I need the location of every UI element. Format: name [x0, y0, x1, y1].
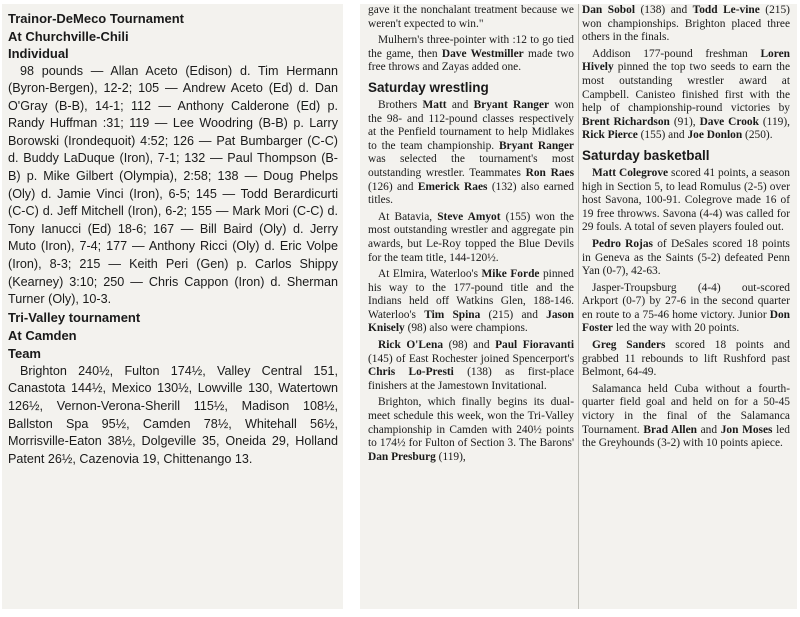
paragraph: Brothers Matt and Bryant Ranger won the 98- and 112-pound classes respectively at the Penfield tournament to help Midlakes to the team championship. Bryant Ranger was selected the tournament's most outstanding wrestler. Teammates Ron Raes (126) and Emerick Raes (132) also earned titles.	[368, 98, 575, 207]
individual-results: 98 pounds — Allan Aceto (Edison) d. Tim Hermann (Byron-Bergen), 12-2; 105 — Andrew Aceto (Ed) d. Dan O'Gray (B-B), 14-1; 112 — Anthony Calderone (Ed) p. Randy Huffman :31; 119 — Lee Woodring (B-B) p. Larry Borowski (Irondequoit) 4:52; 126 — Pat Bumbarger (C-C) d. Buddy LaDuque (Iron), 7-1; 132 — Paul Thompson (B-B) p. Mike Gilbert (Olympia), 2:58; 138 — Doug Phelps (Oly) d. Jamie Vinci (Iron), 6-5; 145 — Todd Berardicurti (C-C) d. Jeff Mitchell (Iron), 6-2; 155 — Mark Mori (C-C) d. Tony Ianucci (Ed) 18-6; 167 — Bill Baird (Oly) d. Jerry Muto (Iron), 7-4; 177 — Anthony Ricci (Oly) d. Eric Volpe (Iron), 8-3; 215 — Keith Peri (Gen) p. Carlos Shippy (Kearney) 3:10; 250 — Chris Cappon (Iron) d. Sherman Turner (Oly), 10-3.	[8, 63, 338, 307]
paragraph: Pedro Rojas of DeSales scored 18 points in Geneva as the Saints (5-2) defeated Penn Yan (0-7), 42-63.	[582, 237, 790, 278]
paragraph: Addison 177-pound freshman Loren Hively pinned the top two seeds to earn the most outstanding wrestler award at Campbell. Canisteo finished first with the help of championship-round victories by Brent Richardson (91), Dave Crook (119), Rick Pierce (155) and Joe Donlon (250).	[582, 47, 790, 142]
paragraph: Mulhern's three-pointer with :12 to go tied the game, then Dave Westmiller made two free throws and Zayas added one.	[368, 34, 575, 74]
paragraph: Brighton, which finally begins its dual-meet schedule this week, won the Tri-Valley championship in Camden with 240½ points to 174½ for Fulton of Section 3. The Barons' Dan Presburg (119),	[368, 396, 574, 463]
left-column	[8, 10, 338, 468]
team-results: Brighton 240½, Fulton 174½, Valley Central 151, Canastota 144½, Mexico 130½, Lowville 130, Watertown 126½, Vernon-Verona-Sherill 115½, Madison 108½, Ballston Spa 95½, Camden 78½, Whitehall 56½, Morrisville-Eaton 38½, Dolgeville 35, Oneida 29, Holland Patent 26½, Cazenovia 19, Chittenango 13.	[8, 363, 338, 466]
paragraph: Dan Sobol (138) and Todd Le-vine (215) won championships. Brighton placed three others in the finals.	[582, 4, 790, 44]
tournament2-title: Tri-Valley tournament	[8, 309, 141, 325]
division-label: Individual	[8, 46, 69, 61]
tournament-title: Trainor-DeMeco Tournament	[8, 11, 185, 26]
right-column-2	[582, 4, 790, 454]
paragraph: Rick O'Lena (98) and Paul Fioravanti (145) of East Rochester joined Spencerport's Chris Lo-Presti (138) as first-place finishers at the Jamestown Invitational.	[368, 339, 575, 392]
paragraph: Jasper-Troupsburg (4-4) out-scored Arkport (0-7) by 27-6 in the second quarter en route to a 75-46 home victory. Junior Don Foster led the way with 20 points.	[582, 281, 790, 335]
tournament2-location: At Camden	[8, 327, 77, 343]
paragraph: gave it the nonchalant treatment because we weren't expected to win."	[368, 4, 574, 30]
section-heading-basketball: Saturday basketball	[582, 147, 710, 163]
right-column-1	[368, 4, 574, 467]
column-divider	[578, 4, 579, 609]
paragraph: Salamanca held Cuba without a fourth-quarter field goal and held on for a 50-45 victory in the final of the Salamanca Tournament. Brad Allen and Jon Moses led the Greyhounds (3-2) with 10 points apiece.	[582, 382, 790, 450]
right-clipping	[360, 4, 797, 609]
paragraph: Greg Sanders scored 18 points and grabbed 11 rebounds to lift Rushford past Belmont, 64-49.	[582, 339, 790, 379]
tournament-location: At Churchville-Chili	[8, 28, 129, 44]
division2-label: Team	[8, 345, 41, 361]
paragraph: At Batavia, Steve Amyot (155) won the most outstanding wrestler and aggregate pin awards, but Le-Roy topped the Blue Devils for the team title, 144-120½.	[368, 210, 574, 264]
section-heading-wrestling: Saturday wrestling	[368, 79, 489, 95]
paragraph: Matt Colegrove scored 41 points, a season high in Section 5, to lead Romulus (2-5) over host Savona, 100-91. Colegrove made 16 of 19 free throwws. Savona (4-4) was called for 29 fouls. A total of seven players fouled out.	[582, 166, 791, 234]
paragraph: At Elmira, Waterloo's Mike Forde pinned his way to the 177-pound title and the Indians held off Watkins Glen, 188-146. Waterloo's Tim Spina (215) and Jason Knisely (98) also were champions.	[368, 268, 574, 335]
left-clipping	[2, 4, 343, 609]
